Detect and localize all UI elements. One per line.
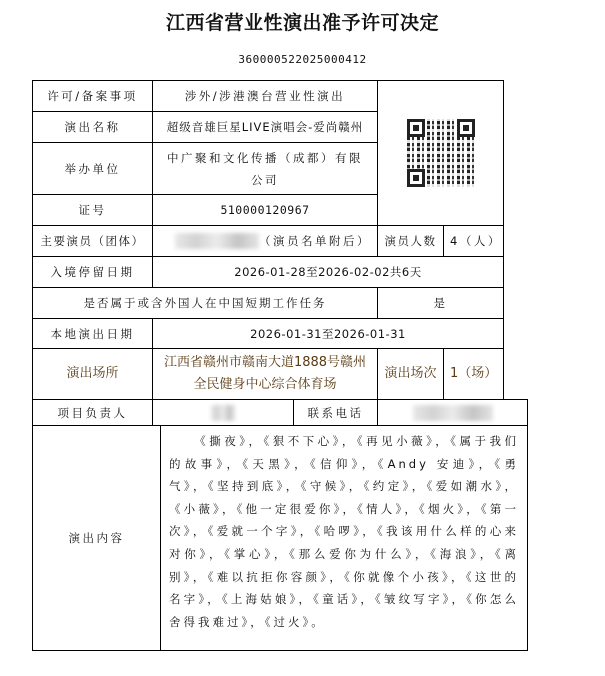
value-show-name: 超级音雄巨星LIVE演唱会-爱尚赣州 — [152, 111, 378, 143]
value-main-performers — [152, 225, 378, 257]
value-venue: 江西省赣州市赣南大道1888号赣州全民健身中心综合体育场 — [152, 348, 378, 400]
value-entry-stay: 2026-01-28至2026-02-02共6天 — [152, 256, 504, 288]
label-entry-stay: 入境停留日期 — [32, 256, 153, 288]
value-license-no: 510000120967 — [152, 194, 378, 226]
label-local-dates: 本地演出日期 — [32, 318, 153, 349]
value-phone — [377, 399, 528, 426]
performer-list-note: （演员名单附后） — [259, 234, 371, 248]
label-sessions: 演出场次 — [377, 348, 444, 400]
label-content: 演出内容 — [32, 425, 161, 651]
redacted-performer-names — [175, 233, 259, 249]
label-phone: 联系电话 — [293, 399, 378, 426]
value-foreign-work: 是 — [377, 287, 504, 319]
label-organizer: 举办单位 — [32, 142, 153, 195]
label-performer-count: 演员人数 — [377, 225, 444, 257]
label-license-no: 证号 — [32, 194, 153, 226]
qr-code-cell — [377, 80, 504, 226]
document-number: 360000522025000412 — [238, 53, 367, 66]
label-show-name: 演出名称 — [32, 111, 153, 143]
label-manager: 项目负责人 — [32, 399, 153, 426]
page-title: 江西省营业性演出准予许可决定 — [165, 12, 439, 34]
value-manager — [152, 399, 294, 426]
value-permit-item: 涉外/涉港澳台营业性演出 — [152, 80, 378, 112]
qr-code-icon — [407, 119, 475, 187]
value-sessions: 1（场） — [443, 348, 504, 400]
label-foreign-work: 是否属于或含外国人在中国短期工作任务 — [32, 287, 378, 319]
value-local-dates: 2026-01-31至2026-01-31 — [152, 318, 504, 349]
redacted-manager-name — [211, 405, 235, 421]
value-performer-count: 4（人） — [443, 225, 504, 257]
label-main-performers: 主要演员（团体） — [32, 225, 153, 257]
value-organizer: 中广聚和文化传播（成都）有限公司 — [152, 142, 378, 195]
redacted-phone-number — [413, 405, 493, 421]
value-content: 《撕夜》，《狠不下心》，《再见小薇》，《属于我们的故事》，《天黑》，《信仰》，《Andy 安迪》，《勇气》，《坚持到底》，《守候》，《约定》，《爱如潮水》，《小薇》，《他一定很爱你》，《情人》，《烟火》，《第一次》，《爱就一个字》，《哈啰》，《我该用什么样的心来对你》，《掌心》，《那么爱你为什么》，《海浪》，《离别》，《难以抗拒你容颜》，《你就像个小孩》，《这世的名字》，《上海姑娘》，《童话》，《皱纹写字》，《你怎么舍得我难过》，《过火》。 — [160, 425, 528, 651]
label-permit-item: 许可/备案事项 — [32, 80, 153, 112]
label-venue: 演出场所 — [32, 348, 153, 400]
